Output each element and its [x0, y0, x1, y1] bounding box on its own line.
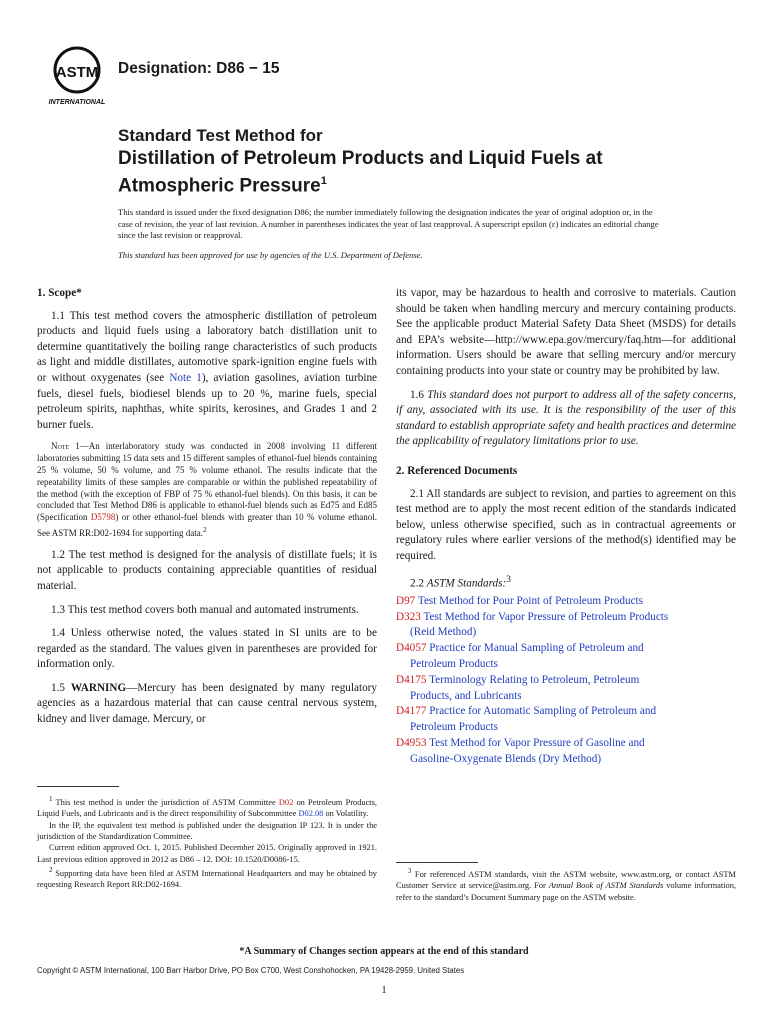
- standard-title-link[interactable]: Practice for Automatic Sampling of Petroleum and: [429, 705, 657, 718]
- standard-code-link[interactable]: D4057: [396, 642, 427, 655]
- copyright: Copyright © ASTM International, 100 Barr Harbor Drive, PO Box C700, West Conshohocken, PA 19428-2959. United States: [37, 966, 465, 975]
- footnote-2-mark: 2: [49, 866, 53, 875]
- footnote-1-text-a: This test method is under the jurisdiction of ASTM Committee: [52, 797, 279, 807]
- designation: Designation: D86 − 15: [118, 60, 280, 77]
- summary-of-changes-note: *A Summary of Changes section appears at the end of this standard: [239, 946, 529, 957]
- footnote-3-text-b: volume information, refer to the standard’s Document Summary page on the ASTM website.: [396, 881, 736, 902]
- standard-title-link[interactable]: Practice for Manual Sampling of Petroleum and: [429, 642, 644, 655]
- note-1-text-b: ) or other ethanol-fuel blends with greater than 10 % volume ethanol. See ASTM RR:D02-1694 for supporting data.: [37, 512, 377, 538]
- para-1-5-continued: its vapor, may be hazardous to health and corrosive to materials. Caution should be taken when handling mercury and mercury containing products. See the applicable product Material Safety Data Sheet (MSDS) for details and EPA’s website—http://www.epa.gov/mercury/faq.htm—for additional information. Users should be aware that selling mercury and/or mercury containing products into your state or country may be prohibited by law.: [396, 287, 736, 377]
- para-2-2-footnote-mark: 3: [506, 574, 511, 585]
- standard-code-link[interactable]: D4953: [396, 737, 427, 749]
- standard-title-link[interactable]: Terminology Relating to Petroleum, Petroleum: [429, 673, 640, 686]
- standard-code-link[interactable]: D323: [396, 610, 421, 623]
- title-line2: Distillation of Petroleum Products and Liquid Fuels at: [118, 148, 603, 169]
- page-number: 1: [381, 984, 387, 996]
- title-line3: Atmospheric Pressure: [118, 175, 321, 197]
- standard-item: [396, 704, 736, 736]
- subcommittee-d0208-link[interactable]: D02.08: [298, 809, 324, 819]
- standard-title-link[interactable]: Test Method for Pour Point of Petroleum Products: [417, 594, 644, 607]
- footnote-1-text-c: on Volatility.: [323, 809, 369, 819]
- title-line1: Standard Test Method for: [118, 126, 323, 145]
- standard-title-link[interactable]: Test Method for Vapor Pressure of Petroleum Products: [423, 610, 669, 623]
- standard-title-link-cont[interactable]: Petroleum Products: [410, 721, 498, 734]
- standard-title-link-cont[interactable]: Petroleum Products: [410, 658, 498, 671]
- para-1-1-text-b: ), aviation gasolines, aviation turbine fuels, diesel fuels, biodiesel blends up to 20 %, marine fuels, special petroleum spirits, naphthas, white spirits, kerosines, and Grades 1 and 2 burner fuels.: [37, 371, 378, 431]
- footnote-2: [37, 865, 377, 891]
- title-footnote-mark: 1: [320, 175, 327, 187]
- title-block: [118, 126, 738, 197]
- standard-title-link-cont[interactable]: Products, and Lubricants: [410, 689, 522, 702]
- scope-heading: 1. Scope*: [37, 287, 82, 299]
- para-1-4: 1.4 Unless otherwise noted, the values stated in SI units are to be regarded as the standard. The values given in parentheses are provided for information only.: [37, 627, 377, 671]
- standard-item: [396, 673, 736, 705]
- para-1-5-text-a: —Mercury has been designated by many regulatory agencies as a hazardous material that can cause central nervous system, kidney and liver damage. Mercury, or: [37, 681, 377, 726]
- dod-note: This standard has been approved for use by agencies of the U.S. Department of Defense.: [118, 250, 423, 260]
- committee-d02-link[interactable]: D02: [278, 797, 294, 807]
- footnote-2-text: Supporting data have been filed at ASTM International Headquarters and may be obtained by requesting Research Report RR:D02-1694.: [37, 869, 377, 890]
- footnote-1-text-b: on Petroleum Products, Liquid Fuels, and Lubricants and is the direct responsibility of Subcommittee: [37, 797, 377, 819]
- standard-title-link-cont[interactable]: Gasoline-Oxygenate Blends (Dry Method): [410, 752, 602, 765]
- note-1: [37, 441, 377, 539]
- footnote-3-mark: 3: [408, 867, 412, 875]
- para-1-1: [37, 309, 377, 434]
- astm-logo: [42, 44, 112, 106]
- warning-label: WARNING: [70, 681, 127, 694]
- note-1-label: Note 1: [51, 441, 80, 452]
- footnotes-right: [396, 866, 736, 903]
- footnote-1: [37, 794, 377, 820]
- para-2-2: [396, 573, 736, 592]
- referenced-heading: 2. Referenced Documents: [396, 464, 518, 477]
- footnote-edition: Current edition approved Oct. 1, 2015. Published December 2015. Originally approved in 1921. Last previous edition approved in 2012 as D86 – 12. DOI: 10.1520/D0086-15.: [37, 843, 377, 864]
- footnote-divider-left: [37, 786, 119, 787]
- standard-item: [396, 610, 736, 642]
- para-1-6-text: This standard does not purport to address all of the safety concerns, if any, associated with its use. It is the responsibility of the user of this standard to establish appropriate safety and health practices and determine the applicability of regulatory limitations prior to use.: [396, 388, 736, 448]
- logo-subtext: INTERNATIONAL: [48, 99, 106, 106]
- issued-note: This standard is issued under the fixed designation D86; the number immediately following the designation indicates the year of original adoption or, in the case of revision, the year of last revision. A number in parentheses indicates the year of last reapproval. A superscript epsilon (ε) indicates an editorial change since the last revision or reapproval.: [118, 207, 659, 241]
- standards-list: [396, 594, 736, 768]
- right-column: [396, 286, 736, 768]
- para-1-1-text-a: 1.1 This test method covers the atmospheric distillation of petroleum products and liquid fuels using a laboratory batch distillation unit to determine quantitatively the boiling range characteristics of such products as light and middle distillates, automotive spark-ignition engine fuels with or without oxygenates (see: [37, 309, 377, 384]
- note-1-footnote-mark: 2: [203, 524, 207, 534]
- note-1-text-a: —An interlaboratory study was conducted in 2008 involving 11 different laboratories submitting 15 data sets and 15 different samples of ethanol-fuel blends containing 25 % volume, 50 % volume, and 75 % volume ethanol. The results indicate that the repeatability limits of these samples are comparable or within the published repeatability of the method (with the exception of FBP of 75 % ethanol-fuel blends). On this basis, it can be concluded that Test Method D86 is applicable to ethanol-fuel blends such as Ed75 and Ed85 (Specification: [37, 441, 377, 523]
- standard-code-link[interactable]: D97: [396, 594, 416, 607]
- para-2-2-number: 2.2: [410, 577, 427, 590]
- footnote-3-italic: Annual Book of ASTM Standards: [548, 881, 664, 891]
- footnotes-left: [37, 794, 377, 891]
- standard-item: [396, 594, 736, 610]
- para-1-2: 1.2 The test method is designed for the analysis of distillate fuels; it is not applicable to products containing appreciable quantities of residual material.: [37, 548, 377, 592]
- para-1-5-number: 1.5: [51, 681, 71, 694]
- left-column: [37, 286, 377, 736]
- logo-text: ASTM: [55, 64, 99, 81]
- standard-item: [396, 641, 736, 673]
- standard-title-link[interactable]: Test Method for Vapor Pressure of Gasoline and: [429, 737, 645, 749]
- footnote-3: [396, 866, 736, 903]
- para-2-1: 2.1 All standards are subject to revision, and parties to agreement on this test method are to apply the most recent edition of the standards indicated below, unless otherwise specified, such as in contractual agreements or regulatory rules where earlier versions of the method(s) identified may be required.: [396, 487, 736, 562]
- standard-title-link-cont[interactable]: (Reid Method): [410, 626, 477, 639]
- d5798-link[interactable]: D5798: [90, 512, 116, 523]
- standard-code-link[interactable]: D4177: [396, 705, 427, 718]
- document-title: [118, 148, 738, 197]
- footnote-1-mark: 1: [49, 795, 53, 803]
- astm-standards-label: ASTM Standards:: [426, 577, 507, 590]
- standard-item: [396, 736, 736, 768]
- para-1-6: [396, 388, 736, 450]
- para-1-5: [37, 681, 377, 728]
- footnote-divider-right: [396, 862, 478, 863]
- standard-code-link[interactable]: D4175: [396, 673, 427, 686]
- note-1-link[interactable]: Note 1: [169, 371, 202, 384]
- footnote-ip: In the IP, the equivalent test method is published under the designation IP 123. It is under the jurisdiction of the Standardization Committee.: [37, 820, 377, 842]
- footnote-3-text-a: For referenced ASTM standards, visit the ASTM website, www.astm.org, or contact ASTM Customer Service at service@astm.org. For: [396, 869, 736, 891]
- para-1-3: 1.3 This test method covers both manual and automated instruments.: [51, 603, 359, 616]
- para-1-6-number: 1.6: [410, 388, 428, 401]
